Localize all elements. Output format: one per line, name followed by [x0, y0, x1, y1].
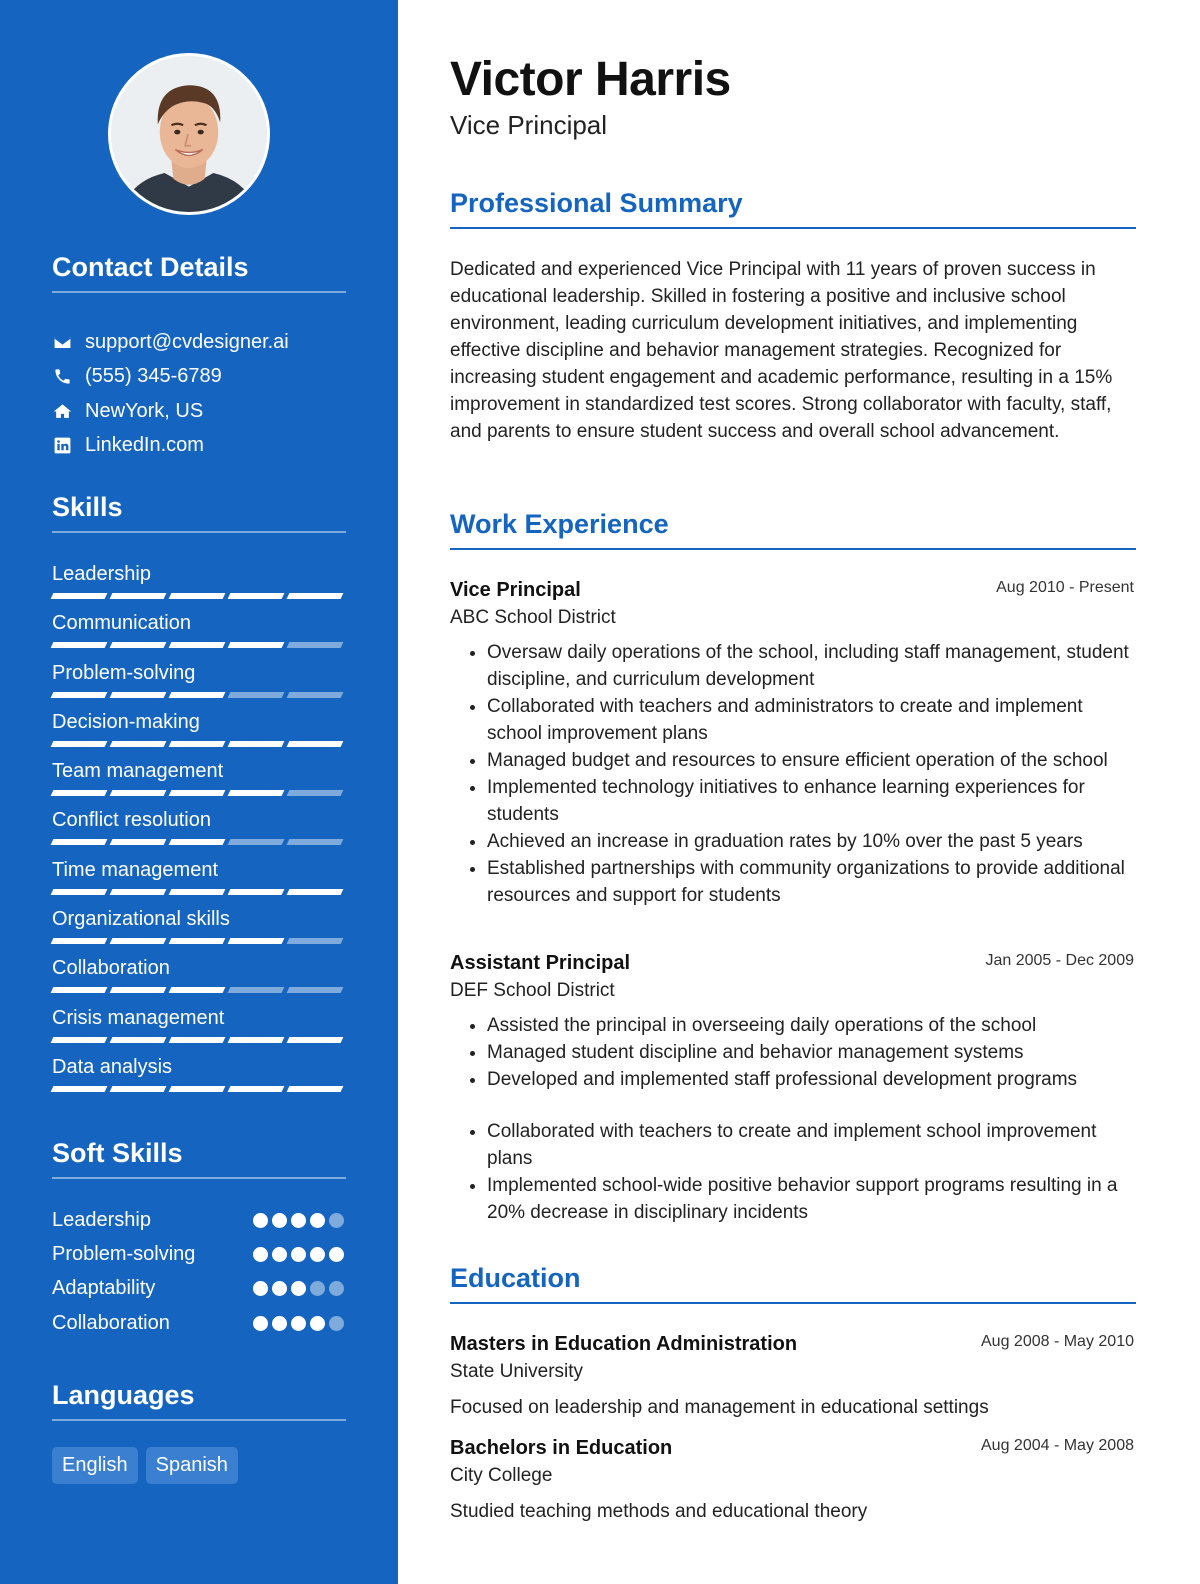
contact-email-text: support@cvdesigner.ai — [85, 330, 289, 353]
soft-skill-name: Leadership — [52, 1208, 151, 1231]
soft-skill-rating — [253, 1316, 344, 1331]
rating-dot — [272, 1281, 287, 1296]
skill-level-segment — [228, 1037, 285, 1043]
rating-dot — [291, 1281, 306, 1296]
soft-skill-rating — [253, 1247, 344, 1262]
experience-org: DEF School District — [450, 980, 615, 1001]
skill-level-segment — [228, 642, 285, 648]
skill-level-segment — [169, 1037, 226, 1043]
skill-level-bar — [52, 741, 346, 747]
skill-level-segment — [287, 889, 344, 895]
soft-skill-name: Problem-solving — [52, 1242, 196, 1265]
skill-level-segment — [228, 741, 285, 747]
rating-dot — [291, 1247, 306, 1262]
contact-phone-text: (555) 345-6789 — [85, 365, 222, 388]
rating-dot — [310, 1247, 325, 1262]
skill-item — [52, 560, 346, 609]
skill-level-segment — [51, 889, 108, 895]
soft-skill-rating — [253, 1281, 344, 1296]
contact-location-text: NewYork, US — [85, 399, 204, 422]
skills-title: Skills — [52, 492, 346, 533]
skill-name: Problem-solving — [52, 661, 196, 684]
skill-level-segment — [228, 1086, 285, 1092]
candidate-name: Victor Harris — [450, 53, 731, 106]
skill-name: Collaboration — [52, 957, 170, 980]
experience-bullet: • Oversaw daily operations of the school, including staff management, student discipline, and curriculum development — [487, 639, 1136, 693]
skill-level-segment — [228, 790, 285, 796]
skill-level-bar — [52, 938, 346, 944]
experience-role: Vice Principal — [450, 579, 581, 601]
soft-skill-item — [52, 1237, 346, 1271]
skill-item — [52, 757, 346, 806]
skill-level-segment — [51, 642, 108, 648]
experience-date: Jan 2005 - Dec 2009 — [985, 952, 1134, 969]
skill-level-bar — [52, 593, 346, 599]
experience-bullet: • Achieved an increase in graduation rates by 10% over the past 5 years — [487, 828, 1136, 855]
experience-bullet: • Collaborated with teachers to create and implement school improvement plans — [487, 1118, 1136, 1172]
rating-dot — [253, 1247, 268, 1262]
skill-name: Organizational skills — [52, 908, 230, 931]
education-title: Education — [450, 1263, 1136, 1304]
language-pill: Spanish — [146, 1447, 238, 1484]
phone-icon — [52, 367, 72, 387]
education-date: Aug 2004 - May 2008 — [981, 1437, 1134, 1454]
soft-skill-item — [52, 1306, 346, 1340]
soft-skill-name: Adaptability — [52, 1277, 156, 1300]
envelope-icon — [52, 332, 72, 352]
contact-email[interactable] — [52, 325, 346, 360]
skill-level-bar — [52, 692, 346, 698]
skill-level-segment — [287, 692, 344, 698]
skills-section — [52, 492, 346, 533]
skill-level-segment — [51, 938, 108, 944]
avatar — [108, 53, 270, 215]
skill-item — [52, 659, 346, 708]
skill-item — [52, 856, 346, 905]
skill-level-bar — [52, 839, 346, 845]
experience-bullet: • Managed student discipline and behavior management systems — [487, 1039, 1136, 1066]
skill-level-segment — [110, 987, 167, 993]
skill-level-bar — [52, 1037, 346, 1043]
education-entry-2 — [450, 1435, 1136, 1525]
education-school: City College — [450, 1465, 553, 1486]
contact-section — [52, 252, 346, 293]
education-description: Studied teaching methods and educational theory — [450, 1501, 868, 1522]
education-school: State University — [450, 1361, 584, 1382]
experience-entry-2 — [450, 950, 1136, 1226]
skill-name: Crisis management — [52, 1006, 225, 1029]
skill-item — [52, 954, 346, 1003]
skill-level-segment — [51, 1086, 108, 1092]
skill-level-segment — [51, 593, 108, 599]
summary-title: Professional Summary — [450, 188, 1136, 229]
skill-name: Time management — [52, 858, 218, 881]
skill-level-segment — [228, 692, 285, 698]
skill-level-bar — [52, 642, 346, 648]
home-icon — [52, 401, 72, 421]
skill-level-segment — [287, 642, 344, 648]
education-description: Focused on leadership and management in educational settings — [450, 1397, 989, 1418]
skill-level-segment — [169, 593, 226, 599]
experience-entry-1 — [450, 577, 1136, 909]
experience-entry-head — [450, 577, 1136, 604]
rating-dot — [310, 1281, 325, 1296]
education-entry-1 — [450, 1331, 1136, 1421]
rating-dot — [329, 1316, 344, 1331]
main-content — [398, 0, 1200, 1584]
languages-section — [52, 1380, 346, 1421]
sidebar — [0, 0, 398, 1584]
skill-level-segment — [228, 987, 285, 993]
skill-level-segment — [51, 1037, 108, 1043]
skill-level-segment — [169, 790, 226, 796]
skill-level-segment — [287, 593, 344, 599]
skill-level-segment — [228, 839, 285, 845]
skill-level-bar — [52, 790, 346, 796]
skill-level-bar — [52, 889, 346, 895]
skill-level-segment — [110, 839, 167, 845]
skill-level-segment — [51, 741, 108, 747]
candidate-title: Vice Principal — [450, 110, 608, 140]
experience-entry-head — [450, 950, 1136, 977]
skill-level-segment — [228, 889, 285, 895]
skill-level-segment — [287, 1086, 344, 1092]
skill-level-segment — [51, 987, 108, 993]
skill-name: Decision-making — [52, 710, 200, 733]
experience-bullets — [450, 639, 1136, 909]
experience-org: ABC School District — [450, 607, 616, 628]
skill-level-segment — [110, 692, 167, 698]
experience-bullet: • Implemented technology initiatives to enhance learning experiences for students — [487, 774, 1136, 828]
rating-dot — [329, 1247, 344, 1262]
skill-level-segment — [51, 839, 108, 845]
skill-item — [52, 1053, 346, 1102]
experience-date: Aug 2010 - Present — [996, 579, 1134, 596]
skill-level-segment — [169, 889, 226, 895]
skill-level-segment — [287, 741, 344, 747]
contact-list — [52, 325, 346, 463]
contact-location — [52, 394, 346, 429]
skill-level-segment — [228, 593, 285, 599]
contact-phone[interactable] — [52, 360, 346, 395]
skill-level-segment — [287, 1037, 344, 1043]
skill-level-segment — [228, 938, 285, 944]
experience-bullet: • Assisted the principal in overseeing daily operations of the school — [487, 1012, 1136, 1039]
skill-list — [52, 560, 346, 1102]
experience-bullet: • Established partnerships with community organizations to provide additional resources and support for students — [487, 855, 1136, 909]
rating-dot — [272, 1213, 287, 1228]
skill-item — [52, 708, 346, 757]
soft-skill-name: Collaboration — [52, 1311, 170, 1334]
linkedin-icon — [52, 436, 72, 456]
rating-dot — [310, 1213, 325, 1228]
skill-level-segment — [110, 642, 167, 648]
skill-level-segment — [287, 790, 344, 796]
education-degree: Bachelors in Education — [450, 1437, 673, 1459]
education-entry-head — [450, 1331, 1136, 1358]
skill-level-segment — [110, 593, 167, 599]
skill-level-segment — [110, 1037, 167, 1043]
skill-level-bar — [52, 987, 346, 993]
skill-level-segment — [110, 741, 167, 747]
skill-item — [52, 806, 346, 855]
skill-name: Communication — [52, 612, 191, 635]
education-entry-head — [450, 1435, 1136, 1462]
skill-name: Team management — [52, 760, 224, 783]
skill-level-segment — [287, 987, 344, 993]
skill-level-segment — [110, 889, 167, 895]
contact-linkedin[interactable] — [52, 429, 346, 464]
soft-skill-item — [52, 1203, 346, 1237]
skill-level-segment — [110, 1086, 167, 1092]
summary-text: Dedicated and experienced Vice Principal with 11 years of proven success in educational leadership. Skilled in fostering a positive and inclusive school environment, leading curriculum development initiatives, and implementing effective discipline and behavior management strategies. Recognized for increasing student engagement and academic performance, resulting in a 15% improvement in standardized test scores. Strong collaborator with faculty, staff, and parents to ensure student success and overall school advancement. — [450, 259, 1113, 442]
skill-level-segment — [287, 839, 344, 845]
rating-dot — [291, 1316, 306, 1331]
languages-title: Languages — [52, 1380, 346, 1421]
soft-skill-list — [52, 1203, 346, 1340]
experience-bullet: • Implemented school-wide positive behavior support programs resulting in a 20% decrease in disciplinary incidents — [487, 1172, 1136, 1226]
education-degree: Masters in Education Administration — [450, 1333, 798, 1355]
language-pill: English — [52, 1447, 138, 1484]
rating-dot — [272, 1316, 287, 1331]
skill-level-bar — [52, 1086, 346, 1092]
soft-skill-rating — [253, 1213, 344, 1228]
rating-dot — [253, 1316, 268, 1331]
soft-skills-section — [52, 1138, 346, 1179]
rating-dot — [329, 1213, 344, 1228]
experience-role: Assistant Principal — [450, 952, 631, 974]
skill-item — [52, 609, 346, 658]
skill-level-segment — [169, 1086, 226, 1092]
skill-level-segment — [169, 987, 226, 993]
skill-item — [52, 905, 346, 954]
skill-level-segment — [169, 642, 226, 648]
skill-level-segment — [51, 790, 108, 796]
skill-name: Conflict resolution — [52, 809, 211, 832]
skill-level-segment — [287, 938, 344, 944]
rating-dot — [253, 1213, 268, 1228]
skill-item — [52, 1004, 346, 1053]
skill-level-segment — [169, 741, 226, 747]
skill-level-segment — [169, 692, 226, 698]
rating-dot — [310, 1316, 325, 1331]
contact-title: Contact Details — [52, 252, 346, 293]
skill-level-segment — [169, 938, 226, 944]
soft-skill-item — [52, 1272, 346, 1306]
contact-linkedin-text: LinkedIn.com — [85, 434, 204, 457]
experience-bullet: • Developed and implemented staff professional development programs — [487, 1066, 1136, 1093]
skill-name: Data analysis — [52, 1055, 173, 1078]
experience-bullets — [450, 1012, 1136, 1226]
rating-dot — [329, 1281, 344, 1296]
rating-dot — [291, 1213, 306, 1228]
skill-level-segment — [110, 938, 167, 944]
language-list — [52, 1447, 238, 1484]
soft-skills-title: Soft Skills — [52, 1138, 346, 1179]
rating-dot — [253, 1281, 268, 1296]
skill-level-segment — [169, 839, 226, 845]
education-date: Aug 2008 - May 2010 — [981, 1333, 1134, 1350]
skill-level-segment — [110, 790, 167, 796]
rating-dot — [272, 1247, 287, 1262]
experience-bullet: • Managed budget and resources to ensure efficient operation of the school — [487, 747, 1136, 774]
experience-bullet: • Collaborated with teachers and administrators to create and implement school improvement plans — [487, 693, 1136, 747]
experience-title: Work Experience — [450, 509, 1136, 550]
skill-name: Leadership — [52, 563, 151, 585]
skill-level-segment — [51, 692, 108, 698]
profile-photo-icon — [111, 56, 267, 212]
